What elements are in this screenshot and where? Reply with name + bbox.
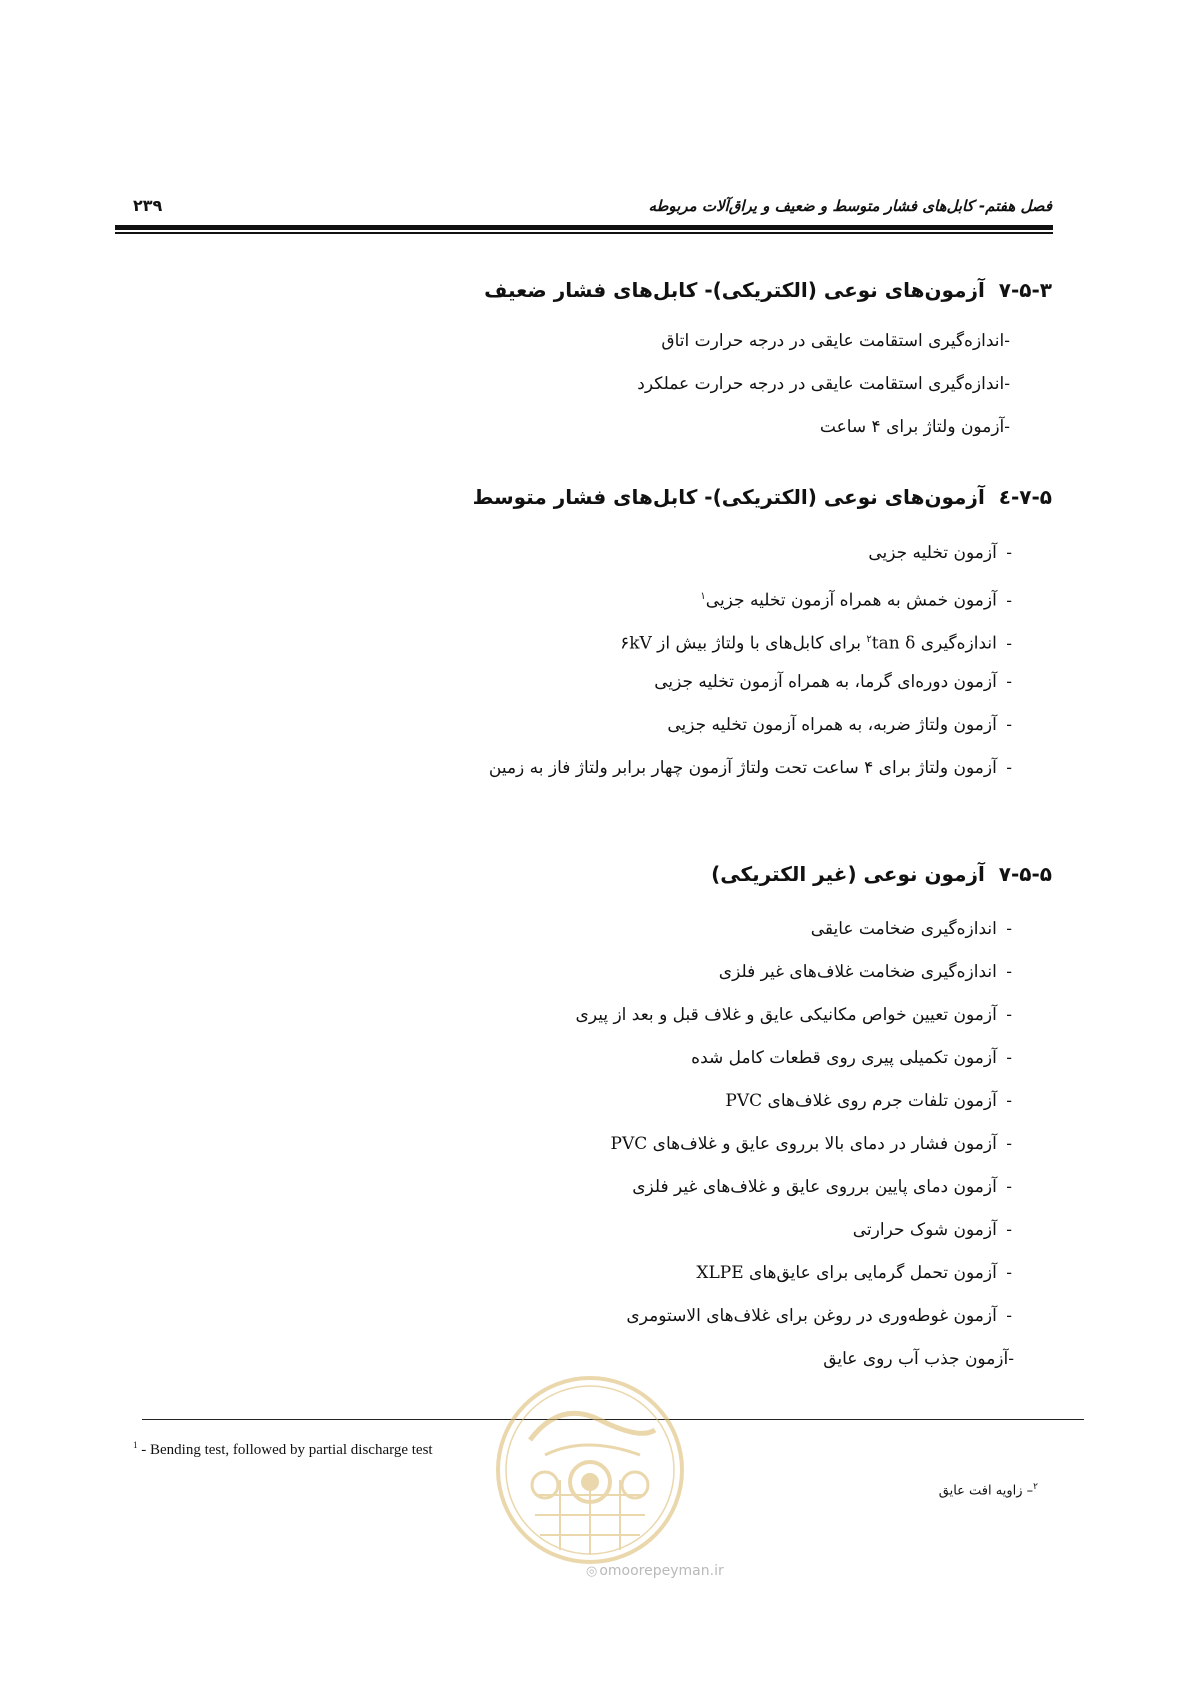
footnote-1: $^1$ - Bending test, followed by partial discharge test	[133, 1440, 433, 1458]
section-list-7-5-4	[489, 532, 1012, 790]
footnote-mark: 1	[133, 1440, 138, 1450]
page-number: ۲۳۹	[133, 196, 163, 215]
list-item: -اندازه‌گیری استقامت عایقی در درجه حرارت عملکرد	[637, 374, 1010, 394]
section-list-7-5-3	[637, 320, 1010, 449]
tan-delta: tan δ	[871, 633, 916, 654]
header-rule-thick	[115, 225, 1053, 230]
section-list-7-5-5	[576, 908, 1012, 1381]
section-heading-7-5-4	[473, 485, 1052, 509]
list-item: - آزمون تخلیه جزیی	[868, 543, 1012, 563]
list-item: - اندازه‌گیری tan δ$^۲$ برای کابل‌های با ولتاژ بیش از ۶kV	[620, 633, 1012, 654]
footnote-ref: ۱	[700, 591, 706, 602]
section-number: ۷-۵-۵	[998, 862, 1052, 886]
list-item: - اندازه‌گیری ضخامت عایقی	[810, 919, 1012, 939]
watermark-seal-icon	[490, 1370, 690, 1570]
list-item: - آزمون شوک حرارتی	[852, 1220, 1012, 1240]
list-item: - آزمون غوطه‌وری در روغن برای غلاف‌های الاستومری	[626, 1306, 1012, 1326]
list-item: - آزمون ولتاژ ضربه، به همراه آزمون تخلیه جزیی	[667, 715, 1012, 735]
list-item: - آزمون فشار در دمای بالا برروی عایق و غلاف‌های PVC	[610, 1134, 1012, 1154]
list-item: - آزمون تلفات جرم روی غلاف‌های PVC	[725, 1091, 1012, 1111]
section-title: آزمون‌های نوعی (الکتریکی)- کابل‌های فشار ضعیف	[484, 278, 985, 302]
list-item: - آزمون تعیین خواص مکانیکی عایق و غلاف قبل و بعد از پیری	[575, 1005, 1012, 1025]
section-number: ۷-۵-٤	[998, 485, 1052, 509]
list-item: - اندازه‌گیری ضخامت غلاف‌های غیر فلزی	[718, 962, 1012, 982]
list-item: - آزمون ولتاژ برای ۴ ساعت تحت ولتاژ آزمون چهار برابر ولتاژ فاز به زمین	[488, 758, 1012, 778]
list-item: -اندازه‌گیری استقامت عایقی در درجه حرارت اتاق	[661, 331, 1010, 351]
watermark-url: ◎ omoorepeyman.ir	[586, 1563, 724, 1579]
header-rule-thin	[115, 232, 1053, 234]
list-item: - آزمون تحمل گرمایی برای عایق‌های XLPE	[696, 1263, 1012, 1283]
section-number: ۷-۵-۳	[998, 278, 1052, 302]
chapter-title: فصل هفتم- کابل‌های فشار متوسط و ضعیف و یراق‌آلات مربوطه	[648, 197, 1052, 215]
list-item: - آزمون تکمیلی پیری روی قطعات کامل شده	[691, 1048, 1012, 1068]
list-item: -آزمون ولتاژ برای ۴ ساعت	[819, 417, 1010, 437]
footnote-ref: ۲	[866, 634, 872, 645]
section-heading-7-5-3	[484, 278, 1052, 302]
list-item: - آزمون دمای پایین برروی عایق و غلاف‌های غیر فلزی	[632, 1177, 1012, 1197]
footnote-mark: ۲	[1033, 1482, 1038, 1492]
footnote-2: $^۲$– زاویه افت عایق	[938, 1482, 1038, 1499]
list-item: -آزمون جذب آب روی عایق	[823, 1349, 1014, 1369]
list-item: - آزمون خمش به همراه آزمون تخلیه جزیی$^۱$	[700, 590, 1012, 611]
globe-icon: ◎	[586, 1564, 598, 1579]
section-title: آزمون‌های نوعی (الکتریکی)- کابل‌های فشار متوسط	[472, 485, 985, 509]
section-title: آزمون نوعی (غیر الکتریکی)	[711, 862, 985, 886]
section-heading-7-5-5	[711, 862, 1052, 886]
list-item: - آزمون دوره‌ای گرما، به همراه آزمون تخلیه جزیی	[654, 672, 1012, 692]
